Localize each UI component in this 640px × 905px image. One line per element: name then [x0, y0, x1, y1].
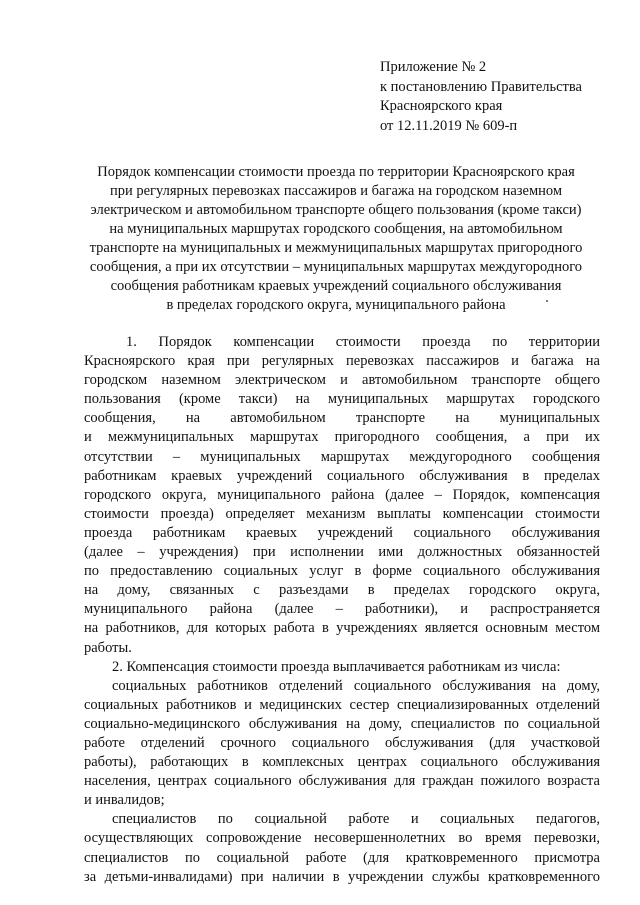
body-text-line: 2. Компенсация стоимости проезда выплачивается работникам из числа: — [112, 658, 561, 675]
body-text-line: городского округа, муниципального района (далее – Порядок, компенсация — [84, 486, 600, 503]
body-text-line: и инвалидов; — [84, 792, 165, 809]
body-text-line: социально-медицинского обслуживания на дому, специалистов по социальной — [84, 715, 600, 732]
body-text-line: специалистов по социальной работе (для кратковременного присмотра — [84, 849, 600, 866]
body-text-line: проезда работникам краевых учреждений социального обслуживания — [84, 524, 600, 541]
body-text-line: и межмуниципальных маршрутах пригородного сообщения, а при их — [84, 429, 600, 446]
title-line: транспорте на муниципальных и межмуниципальных маршрутах пригородного — [89, 240, 583, 256]
title-line: Порядок компенсации стоимости проезда по территории Красноярского края — [97, 164, 575, 180]
scan-speck — [546, 300, 548, 302]
body-text-line: на дому, связанных с разъездами в пределах городского округа, — [84, 582, 600, 599]
title-line: на муниципальных маршрутах городского сообщения, на автомобильном — [109, 221, 563, 237]
title-line: электрическом и автомобильном транспорте общего пользования (кроме такси) — [90, 202, 582, 218]
body-text-line: работе отделений срочного социального обслуживания (для участковой — [84, 734, 600, 751]
appendix-block — [380, 58, 582, 136]
appendix-line: Красноярского края — [380, 98, 503, 114]
appendix-line: от 12.11.2019 № 609-п — [380, 117, 518, 134]
body-text-line: стоимости проезда) определяет механизм выплаты компенсации стоимости — [84, 505, 600, 522]
body-text-line: социальных работников отделений социального обслуживания на дому, — [112, 677, 600, 694]
appendix-line: к постановлению Правительства — [380, 78, 582, 95]
body-text-line: работы), работающих в комплексных центрах социального обслуживания — [84, 754, 600, 771]
body-text-line: городском наземном электрическом и автомобильном транспорте общего — [84, 372, 600, 389]
document-body — [84, 333, 600, 887]
body-text-line: на работников, для которых работа в учреждениях является основным местом — [84, 620, 600, 637]
body-text-line: за детьми-инвалидами) при наличии в учреждении службы кратковременного — [84, 868, 600, 885]
body-text-line: сообщения, на автомобильном транспорте на муниципальных — [84, 410, 600, 427]
body-text-line: муниципального района (далее – работники), и распространяется — [84, 601, 600, 618]
body-text-line: работникам краевых учреждений социального обслуживания в пределах — [84, 467, 600, 484]
body-text-line: работы. — [84, 639, 132, 656]
appendix-line: Приложение № 2 — [380, 59, 487, 75]
body-text-line: специалистов по социальной работе и социальных педагогов, — [112, 811, 600, 828]
body-text-line: 1. Порядок компенсации стоимости проезда по территории — [126, 334, 600, 350]
body-text-line: по предоставлению социальных услуг в форме социального обслуживания — [84, 563, 600, 580]
body-text-line: Красноярского края при регулярных перевозках пассажиров и багажа на — [84, 353, 600, 370]
body-text-line: населения, центрах социального обслуживания для граждан пожилого возраста — [84, 773, 600, 790]
body-text-line: социальных работников и медицинских сестер специализированных отделений — [84, 696, 600, 713]
title-line: сообщения работникам краевых учреждений социального обслуживания — [110, 278, 562, 294]
title-line: сообщения, а при их отсутствии – муниципальных маршрутах междугородного — [89, 259, 583, 275]
body-text-line: отсутствии – муниципальных маршрутах междугородного сообщения — [84, 448, 600, 465]
body-text-line: осуществляющих сопровождение несовершеннолетних во время перевозки, — [84, 830, 600, 847]
document-title — [66, 163, 606, 315]
body-text-line: (далее – учреждения) при исполнении ими должностных обязанностей — [84, 544, 600, 561]
body-text-line: пользования (кроме такси) на муниципальных маршрутах городского — [84, 391, 600, 408]
title-line: в пределах городского округа, муниципального района — [166, 297, 506, 313]
title-line: при регулярных перевозках пассажиров и багажа на городском наземном — [109, 183, 563, 199]
